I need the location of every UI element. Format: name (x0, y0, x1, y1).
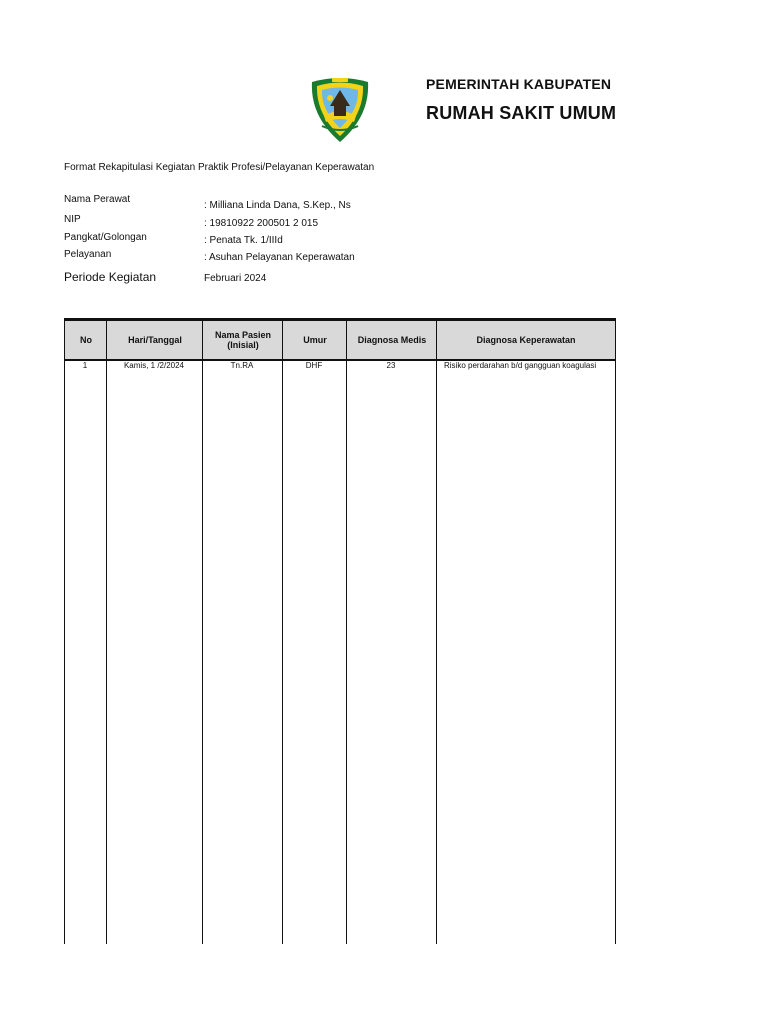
value-periode-kegiatan: Februari 2024 (204, 273, 267, 284)
value-pelayanan: : Asuhan Pelayanan Keperawatan (204, 252, 355, 263)
header-hospital-name: RUMAH SAKIT UMUM (426, 103, 616, 123)
column-divider (282, 318, 283, 944)
column-divider (436, 318, 437, 944)
cell-no: 1 (82, 361, 88, 370)
format-title: Format Rekapitulasi Kegiatan Praktik Profesi/Pelayanan Keperawatan (64, 162, 375, 173)
value-nip: : 19810922 200501 2 015 (204, 218, 318, 229)
value-pangkat-golongan: : Penata Tk. 1/IIId (204, 235, 283, 246)
cell-hari-tanggal: Kamis, 1 /2/2024 (123, 361, 185, 370)
regency-crest-icon (308, 76, 372, 144)
th-diagnosa-medis: Diagnosa Medis (357, 335, 427, 345)
th-diagnosa-keperawatan: Diagnosa Keperawatan (476, 335, 576, 345)
cell-diagnosa-medis: 23 (386, 361, 396, 370)
cell-nama-pasien: Tn.RA (230, 361, 254, 370)
cell-umur: DHF (305, 361, 323, 370)
column-divider (202, 318, 203, 944)
recap-table (64, 318, 616, 944)
column-divider (64, 318, 65, 944)
label-nama-perawat: Nama Perawat (64, 194, 131, 205)
th-nama-pasien: Nama Pasien (Inisial) (214, 330, 272, 350)
column-divider (615, 318, 616, 944)
column-divider (106, 318, 107, 944)
header-institution: PEMERINTAH KABUPATEN (426, 76, 612, 92)
label-periode-kegiatan: Periode Kegiatan (64, 270, 157, 284)
th-umur: Umur (303, 335, 327, 345)
label-nip: NIP (64, 214, 81, 225)
column-divider (346, 318, 347, 944)
th-hari-tanggal: Hari/Tanggal (128, 335, 182, 345)
label-pelayanan: Pelayanan (64, 249, 112, 260)
label-pangkat-golongan: Pangkat/Golongan (64, 232, 147, 243)
cell-diagnosa-keperawatan: Risiko perdarahan b/d gangguan koagulasi (444, 361, 597, 370)
value-nama-perawat: : Milliana Linda Dana, S.Kep., Ns (204, 200, 351, 211)
th-no: No (80, 335, 92, 345)
table-header-row (64, 318, 616, 361)
